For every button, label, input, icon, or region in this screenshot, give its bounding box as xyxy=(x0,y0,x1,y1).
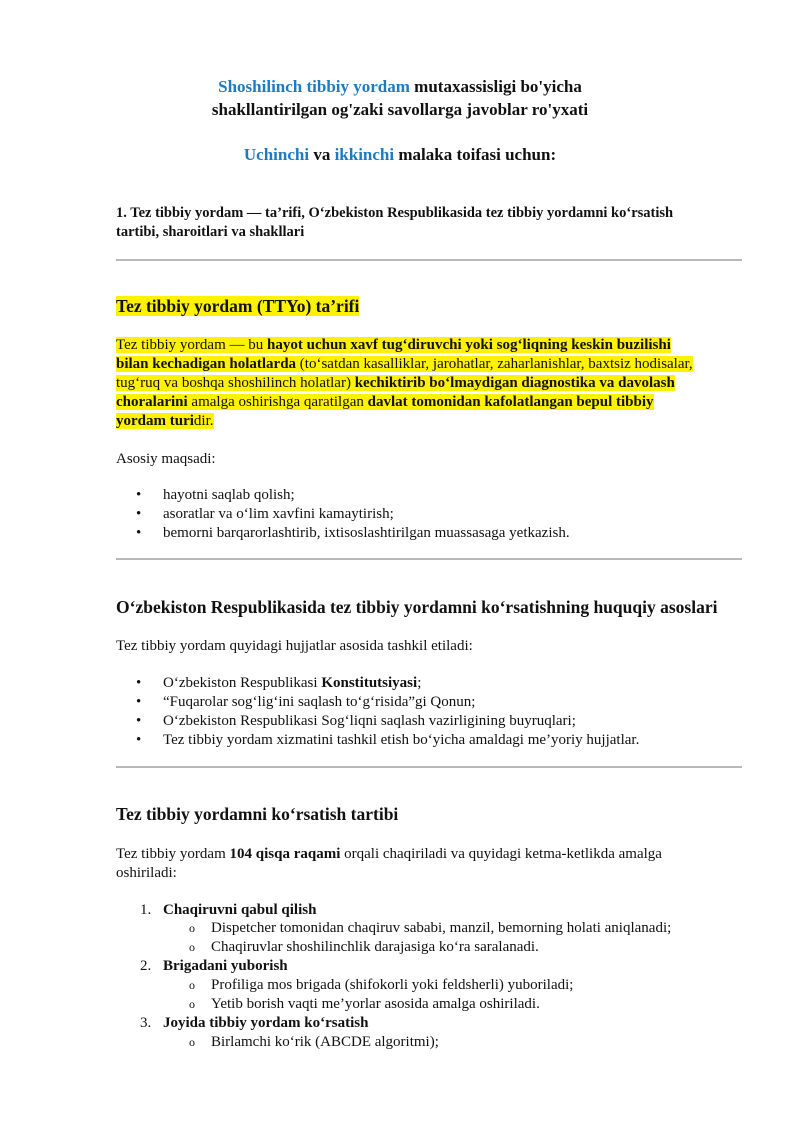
definition-line3: tug‘ruq va boshqa shoshilinch holatlar) kechiktirib bo‘lmaydigan diagnostika va davolash xyxy=(116,375,675,391)
bullet-icon: • xyxy=(136,694,142,710)
divider xyxy=(116,766,742,768)
question-heading-line2: tartibi, sharoitlari va shakllari xyxy=(116,224,305,240)
bullet-icon: • xyxy=(136,675,142,691)
circle-bullet-icon: o xyxy=(189,921,195,935)
subtitle-third: Uchinchi xyxy=(243,145,310,164)
question-heading-line1: 1. Tez tibbiy yordam — ta’rifi, O‘zbekiston Respublikasida tez tibbiy yordamni ko‘rsatish xyxy=(116,205,674,221)
title-highlight: Shoshilinch tibbiy yordam xyxy=(218,77,410,96)
document-subtitle xyxy=(0,144,800,166)
circle-bullet-icon: o xyxy=(189,940,195,954)
subtitle-rest: malaka toifasi uchun: xyxy=(394,145,557,164)
bullet-icon: • xyxy=(136,732,142,748)
subtitle-second: ikkinchi xyxy=(334,145,395,164)
bullet-icon: • xyxy=(136,713,142,729)
bullet-icon: • xyxy=(136,506,142,522)
section3-heading: Tez tibbiy yordamni ko‘rsatish tartibi xyxy=(116,804,399,824)
definition-line5: yordam turidir. xyxy=(116,413,214,429)
document-title-line1 xyxy=(0,76,800,98)
definition-line4: choralarini amalga oshirishga qaratilgan davlat tomonidan kafolatlangan bepul tibbiy xyxy=(116,394,654,410)
circle-bullet-icon: o xyxy=(189,997,195,1011)
divider xyxy=(116,259,742,261)
bullet-icon: • xyxy=(136,525,142,541)
divider xyxy=(116,558,742,560)
document-title-line2: shakllantirilgan og'zaki savollarga javoblar ro'yxati xyxy=(211,100,589,119)
section3-intro-line1: Tez tibbiy yordam 104 qisqa raqami orqali chaqiriladi va quyidagi ketma-ketlikda amalga xyxy=(116,846,662,862)
title-text: mutaxassisligi bo'yicha xyxy=(409,77,582,96)
section1-heading: Tez tibbiy yordam (TTYo) ta’rifi xyxy=(116,296,360,316)
circle-bullet-icon: o xyxy=(189,1035,195,1049)
document-page: Shoshilinch tibbiy yordam mutaxassisligi bo'yicha shakllantirilgan og'zaki savollarga javoblar ro'yxati Uchinchi va ikkinchi malaka toifasi uchun: 1. Tez tibbiy yordam — ta’rifi, O‘zbekiston Respublikasida tez tibbiy yordamni ko‘rsatish tartibi, sharoitlari va shakllari Tez tibbiy yordam (TTYo) ta’rifi Tez tibbiy yordam — bu hayot uchun xavf tug‘diruvchi yoki sog‘liqning keskin buzilishi bilan kechadigan holatlarda (to‘satdan kasalliklar, jarohatlar, zaharlanishlar, baxtsiz hodisalar, tug‘ruq va boshqa shoshilinch holatlar) kechiktirib bo‘lmaydigan diagnostika va davolash choralarini amalga oshirishga qaratilgan davlat tomonidan kafolatlangan bepul tibbiy yordam turidir. Asosiy maqsadi: • hayotni saqlab qolish; • asoratlar va o‘lim xavfini kamaytirish; • bemorni barqarorlashtirib, ixtisoslashtirilgan muassasaga yetkazish. O‘zbekiston Respublikasida tez tibbiy yordamni ko‘rsatishning huquqiy asoslari Tez tibbiy yordam quyidagi hujjatlar asosida tashkil etiladi: • O‘zbekiston Respublikasi Konstitutsiyasi; • “Fuqarolar sog‘lig‘ini saqlash to‘g‘risida”gi Qonun; • O‘zbekiston Respublikasi Sog‘liqni saqlash vazirligining buyruqlari; • Tez tibbiy yordam xizmatini tashkil etish bo‘yicha amaldagi me’yoriy hujjatlar. Tez tibbiy yordamni ko‘rsatish tartibi Tez tibbiy yordam 104 qisqa raqami orqali chaqiriladi va quyidagi ketma-ketlikda amalga oshiriladi: 1. Chaqiruvni qabul qilish o Dispetcher tomonidan chaqiruv sababi, manzil, bemorning holati aniqlanadi; o Chaqiruvlar shoshilinchlik darajasiga ko‘ra saralanadi. 2. Brigadani yuborish o Profiliga mos brigada (shifokorli yoki feldsherli) yuboriladi; o Yetib borish vaqti me’yorlar asosida amalga oshiriladi. 3. Joyida tibbiy yordam ko‘rsatish o Birlamchi ko‘rik (ABCDE algoritmi); xyxy=(0,0,800,1131)
section2-heading: O‘zbekiston Respublikasida tez tibbiy yordamni ko‘rsatishning huquqiy asoslari xyxy=(116,597,718,617)
section3-intro-line2: oshiriladi: xyxy=(116,865,177,881)
definition-line2: bilan kechadigan holatlarda (to‘satdan kasalliklar, jarohatlar, zaharlanishlar, baxtsiz hodisalar, xyxy=(116,356,693,372)
goals-label: Asosiy maqsadi: xyxy=(116,451,216,467)
definition-line1: Tez tibbiy yordam — bu hayot uchun xavf tug‘diruvchi yoki sog‘liqning keskin buzilishi xyxy=(116,337,671,353)
bullet-icon: • xyxy=(136,487,142,503)
section2-intro: Tez tibbiy yordam quyidagi hujjatlar asosida tashkil etiladi: xyxy=(116,638,473,654)
circle-bullet-icon: o xyxy=(189,978,195,992)
subtitle-and: va xyxy=(309,145,335,164)
